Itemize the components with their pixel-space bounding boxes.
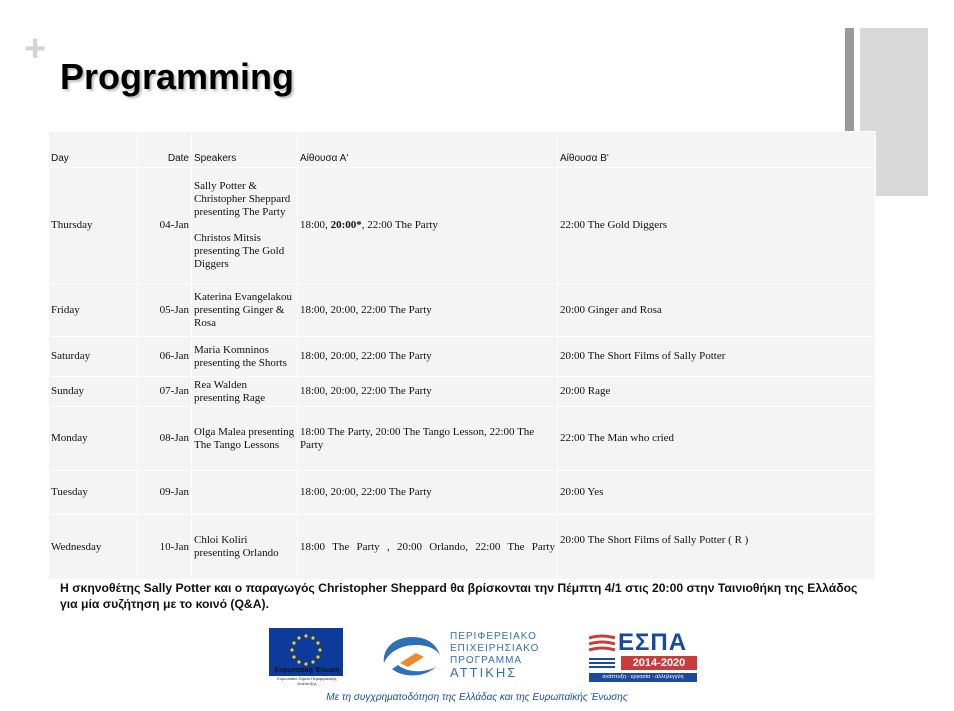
row-day: Wednesday xyxy=(49,515,138,580)
row-speakers xyxy=(192,471,298,515)
espa-years: 2014-2020 xyxy=(621,656,697,670)
row-date: 08-Jan xyxy=(138,407,192,471)
greek-flag-icon xyxy=(589,658,615,670)
attica-program-text: ΠΕΡΙΦΕΡΕΙΑΚΟ ΕΠΙΧΕΙΡΗΣΙΑΚΟ ΠΡΟΓΡΑΜΜΑ ΑΤΤΙΚΗΣ xyxy=(450,631,540,680)
row-speakers xyxy=(192,168,298,284)
header-hall-b: Αίθουσα Β' xyxy=(558,132,876,168)
header-speakers: Speakers xyxy=(192,132,298,168)
eu-sublabel: Ευρωπαϊκό Ταμείο Περιφερειακής Ανάπτυξης xyxy=(277,676,337,686)
row-day: Friday xyxy=(49,284,138,337)
schedule-table xyxy=(48,131,876,580)
plus-decoration: + xyxy=(24,28,47,70)
row-hall-b: 22:00 The Man who cried xyxy=(558,407,876,471)
row-hall-b: 22:00 The Gold Diggers xyxy=(558,168,876,284)
speaker-entry: Sally Potter & Christopher Sheppard presenting The Party xyxy=(194,180,291,218)
row-date: 09-Jan xyxy=(138,471,192,515)
highlighted-time: 20:00* xyxy=(330,219,362,231)
table-row xyxy=(49,337,876,377)
espa-tagline: ανάπτυξη - εργασία - αλληλεγγύη xyxy=(589,673,697,682)
row-date: 10-Jan xyxy=(138,515,192,580)
eu-label: Ευρωπαϊκή Ένωση xyxy=(274,667,340,674)
table-row xyxy=(49,377,876,407)
table-row xyxy=(49,471,876,515)
row-date: 04-Jan xyxy=(138,168,192,284)
row-hall-a: 18:00, 20:00, 22:00 The Party xyxy=(298,471,558,515)
row-hall-b: 20:00 Rage xyxy=(558,377,876,407)
row-date: 07-Jan xyxy=(138,377,192,407)
row-day: Monday xyxy=(49,407,138,471)
funding-logos xyxy=(0,625,954,711)
table-header-row xyxy=(49,132,876,168)
row-speakers: Rea Walden presenting Rage xyxy=(192,377,298,407)
table-row xyxy=(49,284,876,337)
espa-title: ΕΣΠΑ xyxy=(618,629,688,656)
row-day: Saturday xyxy=(49,337,138,377)
espa-stripes-icon xyxy=(589,634,615,659)
row-speakers: Chloi Koliri presenting Orlando xyxy=(192,515,298,580)
row-date: 06-Jan xyxy=(138,337,192,377)
row-speakers: Maria Komninos presenting the Shorts xyxy=(192,337,298,377)
slide-title: Programming xyxy=(60,56,295,97)
row-hall-b: 20:00 Yes xyxy=(558,471,876,515)
row-speakers: Olga Malea presenting The Tango Lessons xyxy=(192,407,298,471)
decorative-bar-dark xyxy=(845,28,854,132)
row-hall-b: 20:00 The Short Films of Sally Potter ( R ) xyxy=(558,515,876,580)
row-day: Thursday xyxy=(49,168,138,284)
row-day: Sunday xyxy=(49,377,138,407)
cofunding-statement: Με τη συγχρηματοδότηση της Ελλάδας και της Ευρωπαϊκής Ένωσης xyxy=(326,692,628,703)
event-note: Η σκηνοθέτης Sally Potter και ο παραγωγός Christopher Sheppard θα βρίσκονται την Πέμπτη 4/1 στις 20:00 στην Ταινιοθήκη της Ελλάδος για μία συζήτηση με το κοινό (Q&A). xyxy=(60,581,858,611)
attica-program-logo-icon xyxy=(378,633,446,686)
table-row xyxy=(49,515,876,580)
header-date: Date xyxy=(138,132,192,168)
row-hall-a: 18:00, 20:00*, 22:00 The Party xyxy=(298,168,558,284)
row-hall-b: 20:00 The Short Films of Sally Potter xyxy=(558,337,876,377)
row-hall-a: 18:00, 20:00, 22:00 The Party xyxy=(298,377,558,407)
row-hall-a: 18:00 The Party, 20:00 The Tango Lesson, 22:00 The Party xyxy=(298,407,558,471)
header-day: Day xyxy=(49,132,138,168)
schedule-table-container xyxy=(48,131,875,579)
table-row xyxy=(49,168,876,284)
row-hall-a: 18:00, 20:00, 22:00 The Party xyxy=(298,284,558,337)
speaker-entry: Christos Mitsis presenting The Gold Diggers xyxy=(194,232,285,270)
table-row xyxy=(49,407,876,471)
row-speakers: Katerina Evangelakou presenting Ginger & Rosa xyxy=(192,284,298,337)
row-hall-a: 18:00, 20:00, 22:00 The Party xyxy=(298,337,558,377)
row-hall-b: 20:00 Ginger and Rosa xyxy=(558,284,876,337)
row-hall-a: 18:00 The Party , 20:00 Orlando, 22:00 The Party xyxy=(298,515,558,580)
row-day: Tuesday xyxy=(49,471,138,515)
row-date: 05-Jan xyxy=(138,284,192,337)
header-hall-a: Αίθουσα Α' xyxy=(298,132,558,168)
